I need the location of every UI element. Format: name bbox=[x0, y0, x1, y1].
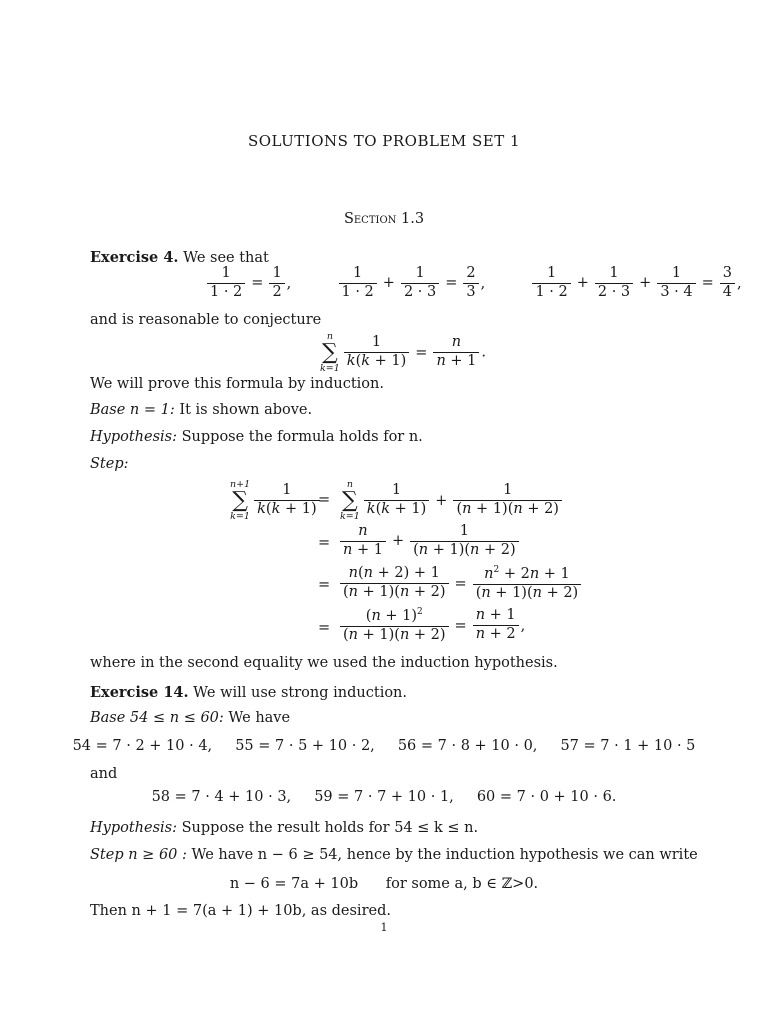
ex14-step bbox=[90, 847, 698, 863]
hypothesis bbox=[90, 429, 423, 445]
ex14-base-text: We have bbox=[228, 710, 291, 726]
ex14-step-label: Step n ≥ 60 : bbox=[90, 847, 187, 863]
base-case bbox=[90, 402, 312, 418]
exercise-14-intro-text: We will use strong induction. bbox=[193, 685, 408, 701]
derivation-line-4: $\frac{(n + 1)^2}{(n + 1)(n + 2)}$ = $\frac{n + 1}{n + 2}$ , bbox=[338, 608, 525, 644]
ex14-hypothesis-label: Hypothesis: bbox=[90, 820, 177, 836]
step-label: Step: bbox=[90, 456, 129, 472]
ex14-hypothesis bbox=[90, 820, 478, 836]
ex14-final: Then n + 1 = 7(a + 1) + 10b, as desired. bbox=[90, 903, 391, 919]
ex14-equations-line-2: 58 = 7 · 4 + 10 · 3, 59 = 7 · 7 + 10 · 1, 60 = 7 · 0 + 10 · 6. bbox=[151, 789, 617, 805]
examples-equation: $\frac{1}{1 \cdot 2}$ = $\frac{1}{2}$ , $\frac{1}{1 \cdot 2}$ + $\frac{1}{2 \cdot 3}$ = $\frac{2}{3}$ , $\frac{1}{1 \cdot 2}$ + $\frac{1}{2 \cdot 3}$ + $\frac{1}{3 \cdot 4}$ = $\frac{3}{4}$ , bbox=[205, 266, 742, 301]
conjecture-text: and is reasonable to conjecture bbox=[90, 312, 322, 328]
prove-text: We will prove this formula by induction. bbox=[90, 376, 384, 392]
ex14-and: and bbox=[90, 766, 118, 782]
derivation-line-3: $\frac{n(n + 2) + 1}{(n + 1)(n + 2)}$ = $\frac{n^2 + 2n + 1}{(n + 1)(n + 2)}$ bbox=[338, 566, 583, 602]
ex14-base-label: Base 54 ≤ n ≤ 60: bbox=[90, 710, 224, 726]
closing-text: where in the second equality we used the induction hypothesis. bbox=[90, 655, 558, 671]
exercise-4-label: Exercise 4. bbox=[90, 249, 179, 266]
exercise-4-intro bbox=[90, 249, 269, 266]
section-heading: Section 1.3 bbox=[343, 211, 425, 227]
derivation-line-1: n+1 ∑ k=1 $\frac{1}{k(k + 1)}$ bbox=[230, 480, 322, 521]
hypothesis-text: Suppose the formula holds for n. bbox=[181, 429, 423, 445]
exercise-4-intro-text: We see that bbox=[183, 250, 269, 266]
ex14-base bbox=[90, 710, 290, 726]
hypothesis-label: Hypothesis: bbox=[90, 429, 177, 445]
exercise-14-intro bbox=[90, 684, 407, 701]
base-label: Base n = 1: bbox=[90, 402, 175, 418]
conjecture-equation: n ∑ k=1 $\frac{1}{k(k + 1)}$ = $\frac{n}{n + 1}$ . bbox=[320, 331, 486, 374]
base-text: It is shown above. bbox=[179, 402, 313, 418]
ex14-step-text: We have n − 6 ≥ 54, hence by the induction hypothesis we can write bbox=[191, 847, 698, 863]
ex14-hypothesis-text: Suppose the result holds for 54 ≤ k ≤ n. bbox=[181, 820, 479, 836]
ex14-equation: n − 6 = 7a + 10b for some a, b ∈ ℤ>0. bbox=[229, 876, 539, 892]
ex14-equations-line-1: 54 = 7 · 2 + 10 · 4, 55 = 7 · 5 + 10 · 2, 56 = 7 · 8 + 10 · 0, 57 = 7 · 1 + 10 · 5 bbox=[72, 738, 696, 754]
derivation-line-2: $\frac{n}{n + 1}$ + $\frac{1}{(n + 1)(n + 2)}$ bbox=[338, 524, 521, 559]
document-title: SOLUTIONS TO PROBLEM SET 1 bbox=[247, 132, 521, 150]
exercise-14-label: Exercise 14. bbox=[90, 684, 189, 701]
page-number: 1 bbox=[380, 921, 388, 934]
